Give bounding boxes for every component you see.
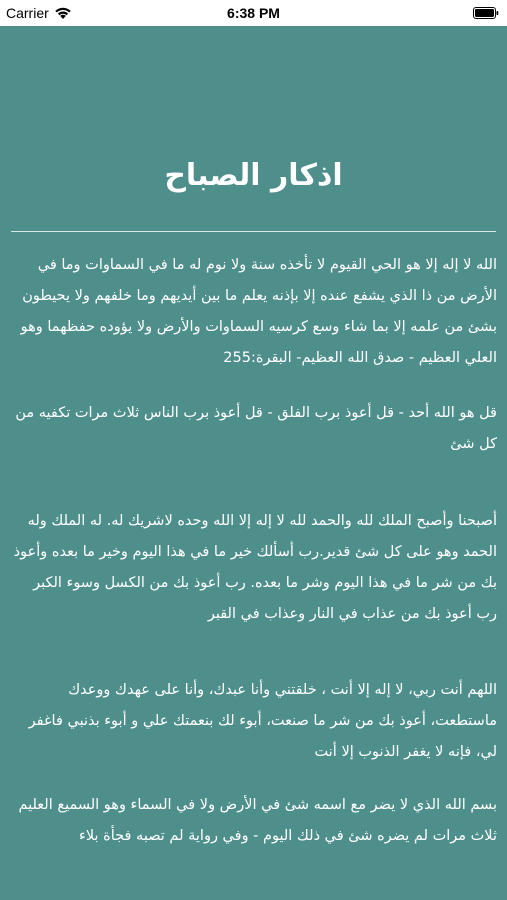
dhikr-text: قل هو الله أحد - قل أعوذ برب الفلق - قل أعوذ برب الناس ثلاث مرات تكفيه من كل شئ <box>15 405 497 452</box>
page-title: اذكار الصباح <box>164 158 343 193</box>
dhikr-text: اللهم أنت ربي، لا إله إلا أنت ، خلقتني وأنا عبدك، وأنا على عهدك ووعدك ماستطعت، أعوذ بك من شر ما صنعت، أبوء لك بنعمتك علي و أبوء بذنبي فاغفر لي، فإنه لا يغفر الذنوب إلا أنت <box>28 682 497 760</box>
carrier-label: Carrier <box>6 5 49 21</box>
battery-icon <box>473 7 499 19</box>
dhikr-text: أصبحنا وأصبح الملك لله والحمد لله لا إله إلا الله وحده لاشريك له. له الملك وله الحمد وهو على كل شئ قدير.رب أسألك خير ما في هذا اليوم وخير ما بعده وأعوذ بك من شر ما في هذا اليوم وشر ما بعده. رب أعوذ بك من الكسل وسوء الكبر رب أعوذ بك من عذاب في النار وعذاب في القبر <box>13 513 497 622</box>
status-bar <box>0 0 507 26</box>
dhikr-text: الله لا إله إلا هو الحي القيوم لا تأخذه سنة ولا نوم له ما في السماوات وما في الأرض من ذا الذي يشفع عنده إلا بإذنه يعلم ما بين أيديهم وما خلفهم ولا يحيطون بشئ من علمه إلا بما شاء وسع كرسيه السماوات والأرض ولا يؤوده حفظهما وهو العلي العظيم - صدق الله العظيم- البقرة:255 <box>20 257 497 366</box>
clock: 6:38 PM <box>227 5 280 21</box>
adhkar-screen[interactable] <box>0 26 507 900</box>
dhikr-text: بسم الله الذي لا يضر مع اسمه شئ في الأرض ولا في السماء وهو السميع العليم ثلاث مرات لم يضره شئ في ذلك اليوم - وفي رواية لم تصبه فجأة بلاء <box>18 797 497 844</box>
title-divider <box>11 231 496 232</box>
